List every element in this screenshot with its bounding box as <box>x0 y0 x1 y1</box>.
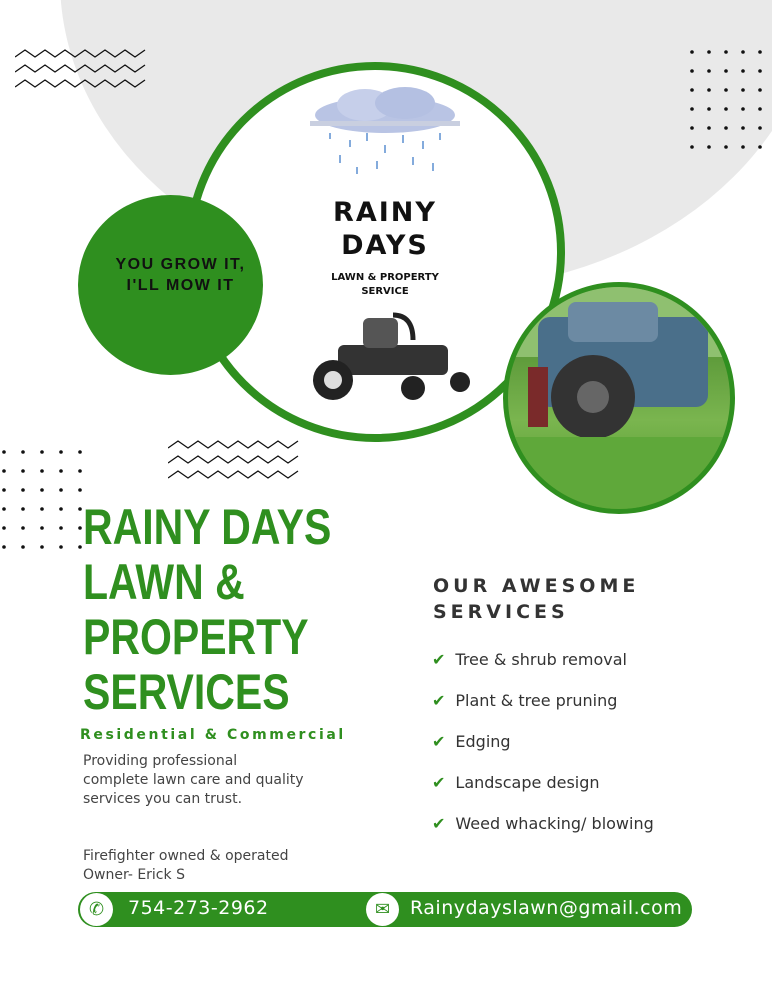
dot <box>40 488 44 492</box>
dot <box>707 69 711 73</box>
dot <box>690 50 694 54</box>
dot <box>78 488 82 492</box>
dot <box>741 88 745 92</box>
dot <box>758 50 762 54</box>
dot <box>707 126 711 130</box>
rain-cloud-icon <box>305 85 465 175</box>
lawn-mower-icon <box>308 310 473 405</box>
description <box>83 752 304 809</box>
dot <box>707 107 711 111</box>
dot <box>690 107 694 111</box>
check-icon: ✔ <box>432 814 446 833</box>
dot <box>21 450 25 454</box>
service-item <box>432 691 617 710</box>
dot <box>2 488 6 492</box>
dot <box>724 107 728 111</box>
logo-subtitle <box>305 271 465 299</box>
dot <box>690 126 694 130</box>
mower-photo <box>503 282 735 514</box>
dot <box>690 69 694 73</box>
dot-grid-decoration <box>0 448 90 553</box>
check-icon: ✔ <box>432 732 446 751</box>
headline-line: RAINY DAYS <box>83 499 332 555</box>
slogan-badge <box>78 195 263 375</box>
logo-line: DAYS <box>341 230 429 261</box>
check-icon: ✔ <box>432 650 446 669</box>
dot <box>21 507 25 511</box>
check-icon: ✔ <box>432 691 446 710</box>
dot <box>2 545 6 549</box>
dot <box>21 545 25 549</box>
dot <box>78 545 82 549</box>
tagline: Residential & Commercial <box>80 727 346 743</box>
owner-line: Owner- Erick S <box>83 867 185 883</box>
service-label: Plant & tree pruning <box>455 691 618 710</box>
service-item <box>432 814 654 833</box>
envelope-icon: ✉ <box>366 893 399 926</box>
dot <box>724 50 728 54</box>
business-name-headline <box>83 500 331 720</box>
dot <box>2 469 6 473</box>
dot <box>59 469 63 473</box>
dot <box>21 526 25 530</box>
dot <box>2 507 6 511</box>
dot <box>707 88 711 92</box>
dot <box>40 450 44 454</box>
services-title-line: SERVICES <box>433 601 569 623</box>
service-label: Tree & shrub removal <box>455 650 627 669</box>
headline-line: PROPERTY <box>83 609 309 665</box>
dot <box>21 469 25 473</box>
logo-title <box>305 196 465 262</box>
owner-info <box>83 847 288 885</box>
dot <box>707 50 711 54</box>
dot <box>2 450 6 454</box>
slogan-line: YOU GROW IT, <box>115 256 246 273</box>
service-item <box>432 773 600 792</box>
dot <box>78 526 82 530</box>
dot <box>724 126 728 130</box>
headline-line: LAWN & <box>83 554 245 610</box>
dot <box>741 69 745 73</box>
email-link[interactable]: Rainydayslawn@gmail.com <box>410 897 683 919</box>
services-title <box>433 573 639 625</box>
dot <box>690 145 694 149</box>
description-line: services you can trust. <box>83 791 243 807</box>
dot <box>741 126 745 130</box>
headline-line: SERVICES <box>83 664 290 720</box>
zigzag-decoration <box>168 436 308 486</box>
dot <box>59 507 63 511</box>
logo-line: LAWN & PROPERTY <box>331 272 439 283</box>
dot <box>724 88 728 92</box>
dot <box>21 488 25 492</box>
phone-link[interactable]: 754-273-2962 <box>128 897 269 919</box>
dot <box>59 450 63 454</box>
dot <box>690 88 694 92</box>
dot <box>724 69 728 73</box>
dot <box>758 107 762 111</box>
dot <box>2 526 6 530</box>
dot <box>78 450 82 454</box>
service-item <box>432 650 627 669</box>
description-line: complete lawn care and quality <box>83 772 304 788</box>
dot <box>40 545 44 549</box>
dot <box>40 526 44 530</box>
contact-bar <box>78 892 692 927</box>
dot <box>707 145 711 149</box>
dot <box>40 507 44 511</box>
dot <box>758 145 762 149</box>
zigzag-decoration <box>15 45 155 95</box>
description-line: Providing professional <box>83 753 238 769</box>
check-icon: ✔ <box>432 773 446 792</box>
dot <box>758 69 762 73</box>
dot <box>40 469 44 473</box>
dot <box>78 469 82 473</box>
dot <box>59 488 63 492</box>
services-title-line: OUR AWESOME <box>433 575 640 597</box>
dot <box>741 145 745 149</box>
service-item <box>432 732 511 751</box>
dot <box>741 107 745 111</box>
owner-line: Firefighter owned & operated <box>83 848 289 864</box>
dot <box>59 526 63 530</box>
dot <box>59 545 63 549</box>
dot <box>78 507 82 511</box>
logo-line: RAINY <box>333 197 437 228</box>
logo-line: SERVICE <box>361 286 409 297</box>
dot-grid-decoration <box>688 48 768 153</box>
phone-icon: ✆ <box>80 893 113 926</box>
dot <box>758 88 762 92</box>
service-label: Edging <box>455 732 511 751</box>
service-label: Landscape design <box>455 773 600 792</box>
service-label: Weed whacking/ blowing <box>455 814 654 833</box>
dot <box>741 50 745 54</box>
dot <box>758 126 762 130</box>
dot <box>724 145 728 149</box>
slogan-line: I'LL MOW IT <box>126 277 235 294</box>
